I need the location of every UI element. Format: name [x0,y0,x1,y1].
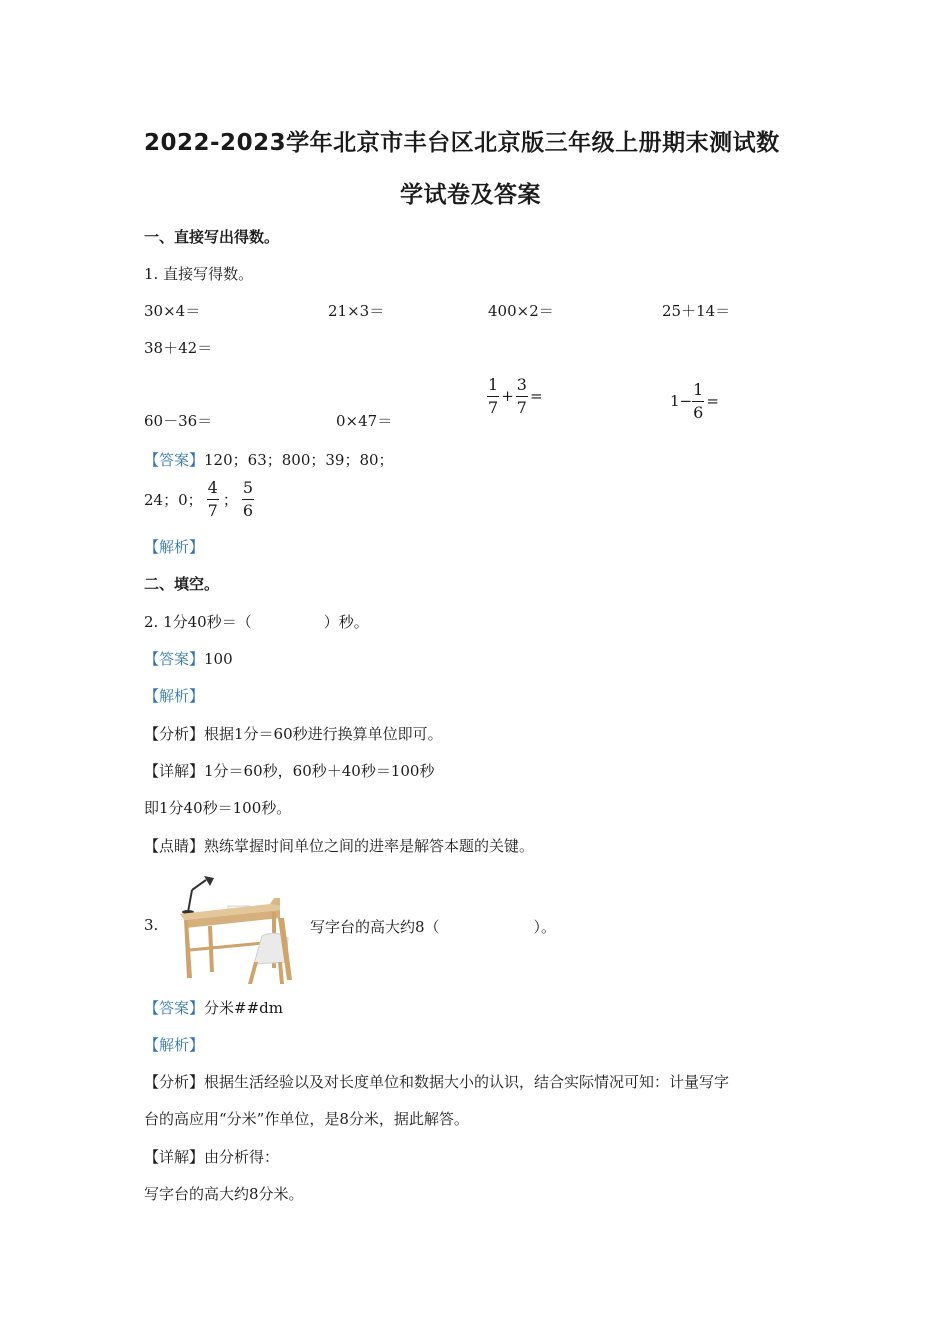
q3-analysis-tag: 【解析】 [144,1036,205,1054]
q1-fraction-sum: $\frac{1}{7}$ + $\frac{3}{7}$ = [488,375,543,417]
fraction: $\frac{4}{7}$ [207,478,218,520]
q2-fenxi: 【分析】根据1分＝60秒进行换算单位即可。 [144,725,443,743]
q2-dianjing: 【点睛】熟练掌握时间单位之间的进率是解答本题的关键。 [144,837,535,855]
q2-xiangjie: 【详解】1分＝60秒，60秒＋40秒＝100秒 [144,762,435,780]
q1-item-2: 21×3＝ [328,302,385,320]
q1-item-6: 60－36＝ [144,412,213,430]
q1-item-1: 30×4＝ [144,302,201,320]
answer-tag: 【答案】 [144,451,205,469]
q1-item-4: 25＋14＝ [662,302,731,320]
section-1-heading: 一、直接写出得数。 [144,228,280,246]
title-line-2: 学试卷及答案 [400,182,541,208]
fraction: $\frac{1}{6}$ [693,380,704,422]
title-line-1: 2022-2023学年北京市丰台区北京版三年级上册期末测试数 [144,130,780,156]
q3-stem: 写字台的高大约8（ ）。 [310,918,557,936]
q2-result-line: 即1分40秒＝100秒。 [144,799,292,817]
q3-xiangjie: 【详解】由分析得： [144,1148,280,1166]
q1-fraction-diff: 1− $\frac{1}{6}$ = [670,380,719,422]
answer-tag: 【答案】 [144,999,205,1017]
q1-item-7: 0×47＝ [336,412,393,430]
q3-fenxi-line-1: 【分析】根据生活经验以及对长度单位和数据大小的认识，结合实际情况可知：计量写字 [144,1073,730,1091]
answer-tag: 【答案】 [144,650,205,668]
q2-answer: 【答案】100 [144,650,233,668]
q1-item-3: 400×2＝ [488,302,554,320]
q1-answer: 【答案】120；63；800；39；80； [144,451,394,469]
desk-illustration [170,870,295,985]
q3-fenxi-line-2: 台的高应用“分米”作单位，是8分米，据此解答。 [144,1110,469,1128]
q3-result-line: 写字台的高大约8分米。 [144,1185,304,1203]
q1-answer-line-2: 24；0； $\frac{4}{7}$ ； $\frac{5}{6}$ [144,478,254,520]
q1-analysis-tag: 【解析】 [144,538,205,556]
q1-stem: 1. 直接写得数。 [144,265,254,283]
q2-analysis-tag: 【解析】 [144,687,205,705]
q2-stem: 2. 1分40秒＝（ ）秒。 [144,613,369,631]
q3-answer: 【答案】分米##dm [144,999,283,1017]
fraction: $\frac{3}{7}$ [516,375,527,417]
q1-item-5: 38＋42＝ [144,339,213,357]
q3-number: 3. [144,916,159,934]
section-2-heading: 二、填空。 [144,575,220,593]
fraction: $\frac{5}{6}$ [242,478,254,520]
fraction: $\frac{1}{7}$ [488,375,499,417]
